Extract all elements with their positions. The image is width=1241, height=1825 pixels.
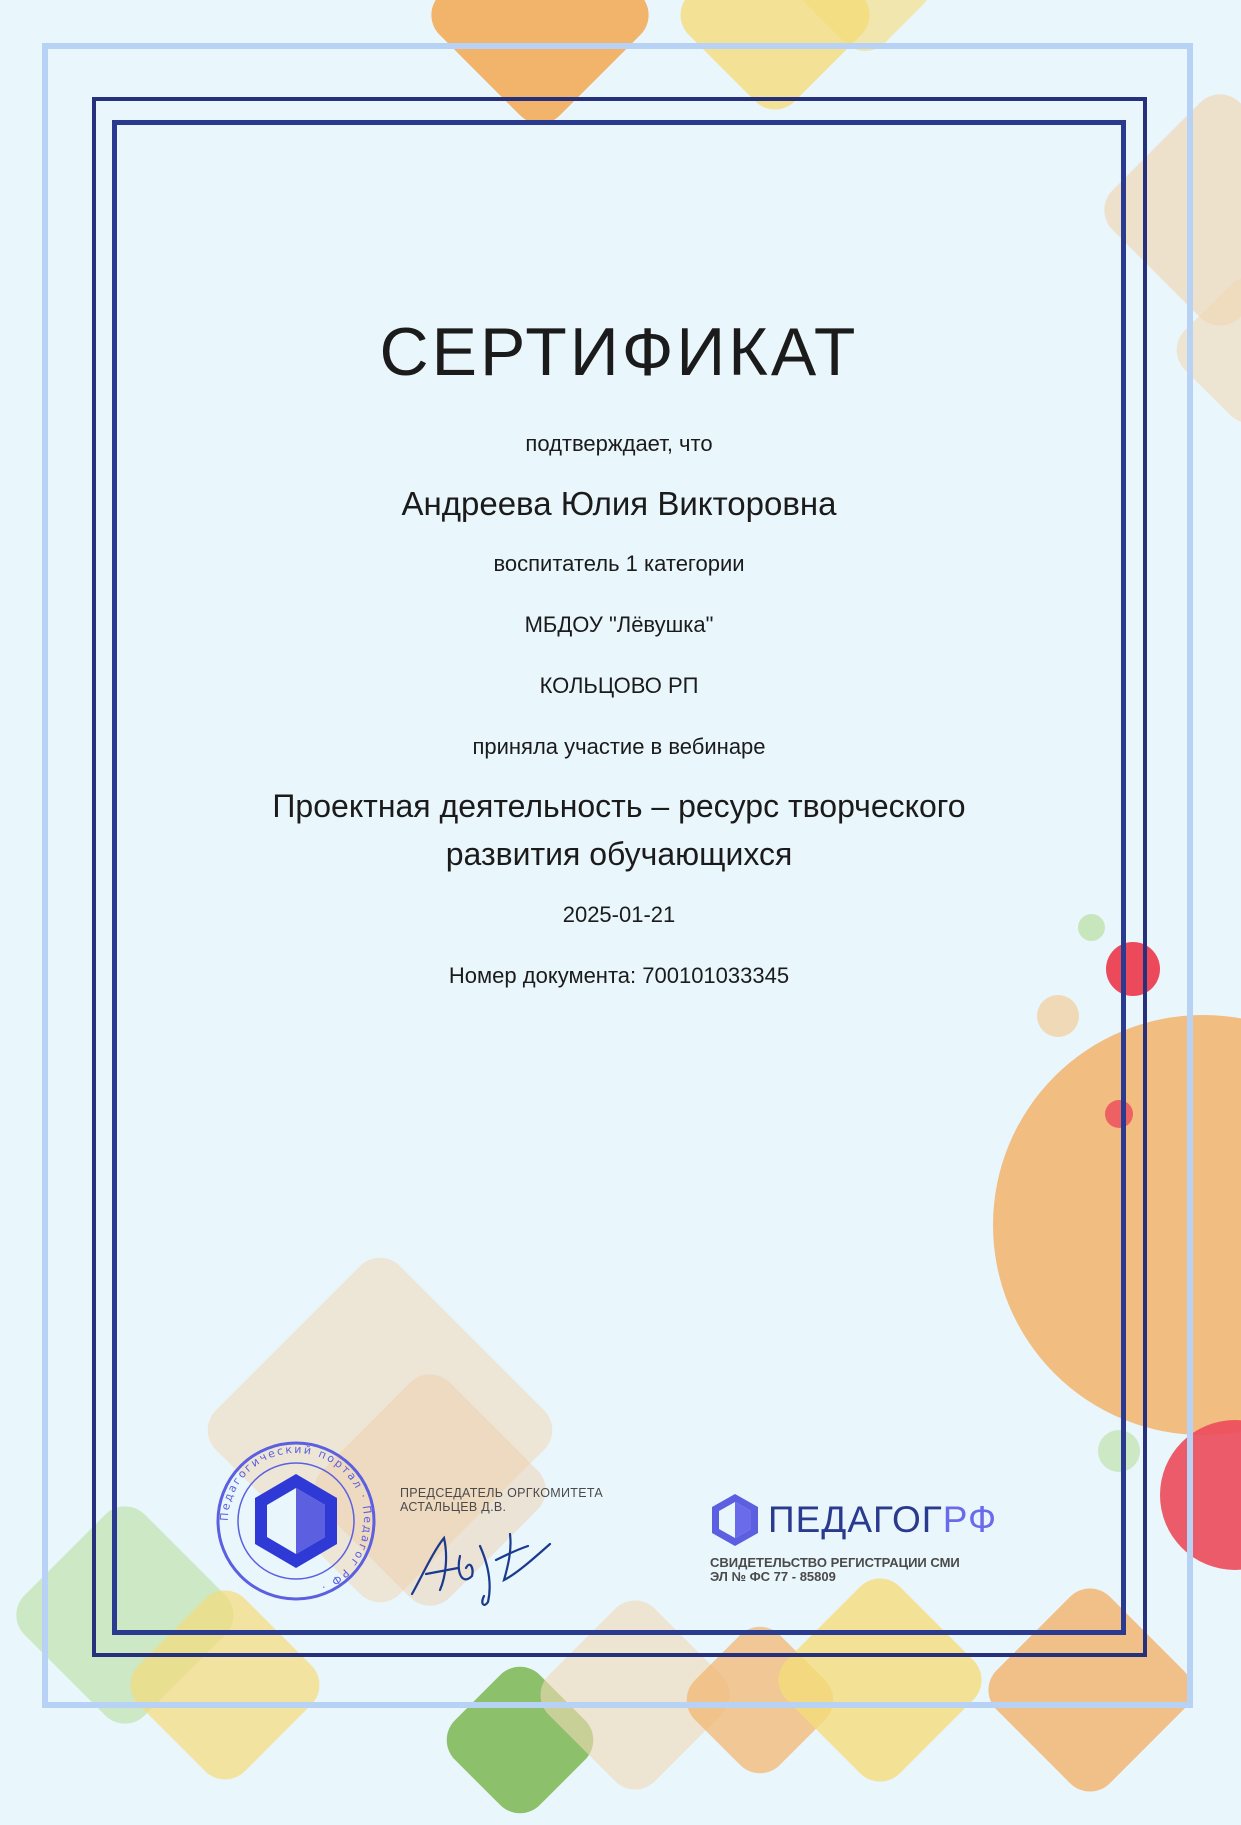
webinar-title [112,782,1126,878]
signer-name: АСТАЛЬЦЕВ Д.В. [400,1500,507,1514]
webinar-title-line: развития обучающихся [445,836,793,872]
recipient-locality: КОЛЬЦОВО РП [539,673,699,698]
handwritten-signature [400,1516,570,1616]
registration-number: ЭЛ № ФС 77 - 85809 [710,1569,836,1584]
recipient-organization: МБДОУ "Лёвушка" [524,612,714,637]
seal-stamp [215,1440,377,1602]
participation-text: приняла участие в вебинаре [472,734,766,759]
event-date: 2025-01-21 [562,902,676,927]
document-number: Номер документа: 700101033345 [448,963,790,988]
certificate-title: СЕРТИФИКАТ [379,314,859,390]
brand-block [710,1492,1040,1584]
certificate-body [112,120,1126,989]
brand-name-main: ПЕДАГОГ [768,1499,943,1540]
signer-title: ПРЕДСЕДАТЕЛЬ ОРГКОМИТЕТА [400,1486,603,1500]
registration-line: СВИДЕТЕЛЬСТВО РЕГИСТРАЦИИ СМИ [710,1555,960,1570]
brand-logo-icon [710,1492,760,1548]
brand-name-accent: РФ [942,1499,998,1540]
signature-block [400,1486,640,1621]
recipient-position: воспитатель 1 категории [493,551,745,576]
brand-name [768,1499,997,1541]
svg-text:Педагогический портал · Педаго: Педагогический портал · Педагог РФ · [217,1442,375,1595]
webinar-title-line: Проектная деятельность – ресурс творческого [272,788,966,824]
recipient-name: Андреева Юлия Викторовна [401,485,837,522]
seal-icon [215,1440,377,1602]
confirms-text: подтверждает, что [525,431,713,456]
